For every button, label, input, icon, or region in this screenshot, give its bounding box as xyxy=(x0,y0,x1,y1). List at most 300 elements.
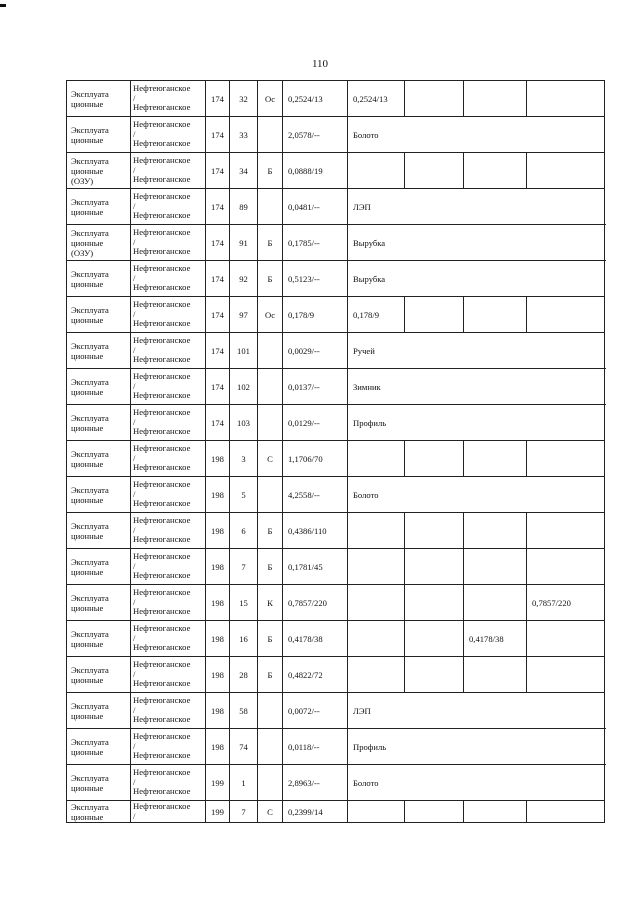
usage-type-cell xyxy=(67,729,131,765)
field-name-line: Нефтеюганское xyxy=(133,462,191,473)
usage-type-cell xyxy=(67,801,131,823)
field-name-line: Нефтеюганское xyxy=(133,786,191,797)
quarter-number-cell: 199 xyxy=(206,765,230,801)
field-name-line: / xyxy=(133,740,136,751)
category-cell xyxy=(258,369,283,405)
land-type-cell: Болото xyxy=(348,117,605,153)
land-type-cell: Болото xyxy=(348,765,605,801)
value-cell-c6 xyxy=(348,441,405,477)
value-cell-c8 xyxy=(464,441,527,477)
value-cell-c6 xyxy=(348,621,405,657)
quarter-number-cell: 198 xyxy=(206,477,230,513)
area-cell: 2,0578/-- xyxy=(283,117,348,153)
field-name-line: Нефтеюганское xyxy=(133,263,191,274)
field-name-cell xyxy=(131,801,206,823)
field-name-cell xyxy=(131,81,206,117)
field-name-line: Нефтеюганское xyxy=(133,318,191,329)
usage-type-cell xyxy=(67,153,131,189)
quarter-number-cell: 198 xyxy=(206,441,230,477)
table-row xyxy=(67,549,605,585)
field-name-line: Нефтеюганское xyxy=(133,498,191,509)
field-name-line: Нефтеюганское xyxy=(133,606,191,617)
usage-type-line: ционные xyxy=(71,638,104,649)
field-name-cell xyxy=(131,657,206,693)
field-name-line: Нефтеюганское xyxy=(133,246,191,257)
field-name-cell xyxy=(131,621,206,657)
usage-type-line: ционные xyxy=(71,602,104,613)
field-name-line: / xyxy=(133,272,136,283)
value-cell-c9 xyxy=(527,513,605,549)
usage-type-cell xyxy=(67,405,131,441)
value-cell-c6 xyxy=(348,549,405,585)
quarter-number-cell: 174 xyxy=(206,153,230,189)
table-row xyxy=(67,189,605,225)
usage-type-line: Эксплуата xyxy=(71,268,109,279)
quarter-number-cell: 198 xyxy=(206,693,230,729)
quarter-number-cell: 174 xyxy=(206,333,230,369)
land-type-cell: Ручей xyxy=(348,333,605,369)
plot-number-cell: 5 xyxy=(230,477,258,513)
usage-type-line: Эксплуата xyxy=(71,801,109,812)
table-row xyxy=(67,405,605,441)
field-name-line: / xyxy=(133,416,136,427)
usage-type-cell xyxy=(67,261,131,297)
field-name-cell xyxy=(131,765,206,801)
field-name-line: Нефтеюганское xyxy=(133,335,191,346)
land-type-cell: ЛЭП xyxy=(348,189,605,225)
area-cell: 4,2558/-- xyxy=(283,477,348,513)
field-name-line: Нефтеюганское xyxy=(133,83,191,94)
quarter-number-cell: 198 xyxy=(206,657,230,693)
table-row xyxy=(67,153,605,189)
field-name-cell xyxy=(131,333,206,369)
category-cell: Б xyxy=(258,657,283,693)
field-name-line: Нефтеюганское xyxy=(133,714,191,725)
category-cell: С xyxy=(258,801,283,823)
table-body xyxy=(67,81,605,823)
table-row xyxy=(67,729,605,765)
plot-number-cell: 92 xyxy=(230,261,258,297)
category-cell xyxy=(258,693,283,729)
usage-type-cell xyxy=(67,333,131,369)
value-cell-c7 xyxy=(405,81,464,117)
area-cell: 0,2399/14 xyxy=(283,801,348,823)
value-cell-c9: 0,7857/220 xyxy=(527,585,605,621)
field-name-line: / xyxy=(133,92,136,103)
category-cell xyxy=(258,189,283,225)
page-number: 110 xyxy=(311,58,329,70)
table-row xyxy=(67,117,605,153)
value-cell-c7 xyxy=(405,549,464,585)
usage-type-cell xyxy=(67,441,131,477)
value-cell-c7 xyxy=(405,513,464,549)
field-name-line: / xyxy=(133,452,136,463)
field-name-line: / xyxy=(133,668,136,679)
table-row xyxy=(67,765,605,801)
usage-type-line: Эксплуата xyxy=(71,227,109,238)
quarter-number-cell: 174 xyxy=(206,189,230,225)
table-row xyxy=(67,81,605,117)
field-name-line: / xyxy=(133,380,136,391)
area-cell: 0,4178/38 xyxy=(283,621,348,657)
quarter-number-cell: 198 xyxy=(206,621,230,657)
field-name-cell xyxy=(131,477,206,513)
land-type-cell: Профиль xyxy=(348,405,605,441)
usage-type-line: Эксплуата xyxy=(71,556,109,567)
area-cell: 0,0137/-- xyxy=(283,369,348,405)
field-name-cell xyxy=(131,261,206,297)
quarter-number-cell: 198 xyxy=(206,729,230,765)
field-name-line: Нефтеюганское xyxy=(133,102,191,113)
usage-type-line: ционные xyxy=(71,422,104,433)
value-cell-c6 xyxy=(348,585,405,621)
value-cell-c8 xyxy=(464,297,527,333)
field-name-line: Нефтеюганское xyxy=(133,801,191,811)
area-cell: 2,8963/-- xyxy=(283,765,348,801)
area-cell: 0,4822/72 xyxy=(283,657,348,693)
usage-type-line: Эксплуата xyxy=(71,196,109,207)
field-name-line: Нефтеюганское xyxy=(133,282,191,293)
field-name-cell xyxy=(131,225,206,261)
area-cell: 0,7857/220 xyxy=(283,585,348,621)
field-name-cell xyxy=(131,585,206,621)
value-cell-c8 xyxy=(464,801,527,823)
area-cell: 0,0888/19 xyxy=(283,153,348,189)
plot-number-cell: 103 xyxy=(230,405,258,441)
field-name-line: / xyxy=(133,632,136,643)
field-name-line: Нефтеюганское xyxy=(133,767,191,778)
category-cell: Б xyxy=(258,549,283,585)
field-name-line: Нефтеюганское xyxy=(133,750,191,761)
usage-type-line: Эксплуата xyxy=(71,88,109,99)
land-plots-table xyxy=(66,80,605,823)
usage-type-cell xyxy=(67,585,131,621)
field-name-line: / xyxy=(133,488,136,499)
plot-number-cell: 33 xyxy=(230,117,258,153)
plot-number-cell: 32 xyxy=(230,81,258,117)
area-cell: 0,0481/-- xyxy=(283,189,348,225)
area-cell: 0,4386/110 xyxy=(283,513,348,549)
area-cell: 0,1785/-- xyxy=(283,225,348,261)
field-name-line: Нефтеюганское xyxy=(133,551,191,562)
value-cell-c8 xyxy=(464,153,527,189)
field-name-line: / xyxy=(133,810,136,821)
usage-type-line: Эксплуата xyxy=(71,520,109,531)
plot-number-cell: 102 xyxy=(230,369,258,405)
usage-type-line: (ОЗУ) xyxy=(71,175,94,186)
area-cell: 0,0072/-- xyxy=(283,693,348,729)
value-cell-c9 xyxy=(527,549,605,585)
field-name-line: Нефтеюганское xyxy=(133,623,191,634)
usage-type-line: ционные xyxy=(71,566,104,577)
usage-type-line: ционные xyxy=(71,386,104,397)
value-cell-c6 xyxy=(348,513,405,549)
usage-type-line: Эксплуата xyxy=(71,376,109,387)
category-cell: Б xyxy=(258,261,283,297)
area-cell: 0,1781/45 xyxy=(283,549,348,585)
usage-type-cell xyxy=(67,513,131,549)
plot-number-cell: 3 xyxy=(230,441,258,477)
usage-type-cell xyxy=(67,657,131,693)
field-name-line: Нефтеюганское xyxy=(133,354,191,365)
value-cell-c6: 0,2524/13 xyxy=(348,81,405,117)
scan-corner-mark xyxy=(0,4,6,7)
field-name-cell xyxy=(131,729,206,765)
field-name-line: / xyxy=(133,344,136,355)
field-name-cell xyxy=(131,153,206,189)
field-name-line: / xyxy=(133,704,136,715)
area-cell: 0,0029/-- xyxy=(283,333,348,369)
usage-type-line: Эксплуата xyxy=(71,340,109,351)
field-name-line: Нефтеюганское xyxy=(133,138,191,149)
usage-type-cell xyxy=(67,621,131,657)
value-cell-c7 xyxy=(405,585,464,621)
plot-number-cell: 7 xyxy=(230,549,258,585)
field-name-cell xyxy=(131,117,206,153)
value-cell-c6 xyxy=(348,801,405,823)
field-name-line: Нефтеюганское xyxy=(133,155,191,166)
value-cell-c6 xyxy=(348,657,405,693)
plot-number-cell: 1 xyxy=(230,765,258,801)
field-name-line: Нефтеюганское xyxy=(133,570,191,581)
quarter-number-cell: 174 xyxy=(206,405,230,441)
land-type-cell: Болото xyxy=(348,477,605,513)
category-cell: С xyxy=(258,441,283,477)
land-type-cell: Профиль xyxy=(348,729,605,765)
usage-type-cell xyxy=(67,693,131,729)
usage-type-line: Эксплуата xyxy=(71,664,109,675)
usage-type-line: ционные xyxy=(71,782,104,793)
field-name-line: Нефтеюганское xyxy=(133,227,191,238)
plot-number-cell: 7 xyxy=(230,801,258,823)
field-name-line: / xyxy=(133,308,136,319)
category-cell xyxy=(258,477,283,513)
field-name-line: / xyxy=(133,596,136,607)
value-cell-c8 xyxy=(464,81,527,117)
field-name-cell xyxy=(131,369,206,405)
category-cell: Б xyxy=(258,225,283,261)
plot-number-cell: 58 xyxy=(230,693,258,729)
field-name-line: Нефтеюганское xyxy=(133,642,191,653)
plot-number-cell: 34 xyxy=(230,153,258,189)
field-name-line: / xyxy=(133,164,136,175)
value-cell-c6: 0,178/9 xyxy=(348,297,405,333)
value-cell-c9 xyxy=(527,441,605,477)
field-name-line: Нефтеюганское xyxy=(133,174,191,185)
value-cell-c9 xyxy=(527,81,605,117)
usage-type-line: ционные xyxy=(71,494,104,505)
usage-type-cell xyxy=(67,117,131,153)
plot-number-cell: 101 xyxy=(230,333,258,369)
area-cell: 0,178/9 xyxy=(283,297,348,333)
usage-type-cell xyxy=(67,189,131,225)
area-cell: 0,0118/-- xyxy=(283,729,348,765)
value-cell-c7 xyxy=(405,441,464,477)
usage-type-cell xyxy=(67,225,131,261)
field-name-line: Нефтеюганское xyxy=(133,479,191,490)
land-type-cell: Вырубка xyxy=(348,225,605,261)
category-cell: К xyxy=(258,585,283,621)
usage-type-line: ционные xyxy=(71,674,104,685)
field-name-cell xyxy=(131,297,206,333)
category-cell xyxy=(258,333,283,369)
quarter-number-cell: 174 xyxy=(206,261,230,297)
table-row xyxy=(67,333,605,369)
usage-type-line: Эксплуата xyxy=(71,304,109,315)
category-cell: Б xyxy=(258,153,283,189)
area-cell: 0,5123/-- xyxy=(283,261,348,297)
area-cell: 0,0129/-- xyxy=(283,405,348,441)
usage-type-line: Эксплуата xyxy=(71,124,109,135)
field-name-cell xyxy=(131,189,206,225)
usage-type-line: Эксплуата xyxy=(71,700,109,711)
table-row xyxy=(67,261,605,297)
value-cell-c8 xyxy=(464,585,527,621)
usage-type-cell xyxy=(67,549,131,585)
quarter-number-cell: 174 xyxy=(206,117,230,153)
field-name-cell xyxy=(131,693,206,729)
usage-type-line: Эксплуата xyxy=(71,628,109,639)
quarter-number-cell: 174 xyxy=(206,297,230,333)
value-cell-c9 xyxy=(527,801,605,823)
table-row xyxy=(67,657,605,693)
field-name-line: / xyxy=(133,236,136,247)
quarter-number-cell: 174 xyxy=(206,81,230,117)
quarter-number-cell: 174 xyxy=(206,369,230,405)
quarter-number-cell: 174 xyxy=(206,225,230,261)
usage-type-cell xyxy=(67,765,131,801)
table-row xyxy=(67,621,605,657)
field-name-line: Нефтеюганское xyxy=(133,534,191,545)
value-cell-c8 xyxy=(464,657,527,693)
field-name-line: Нефтеюганское xyxy=(133,426,191,437)
usage-type-line: ционные xyxy=(71,458,104,469)
table-row xyxy=(67,513,605,549)
usage-type-line: Эксплуата xyxy=(71,772,109,783)
usage-type-line: ционные xyxy=(71,206,104,217)
usage-type-cell xyxy=(67,477,131,513)
category-cell: Ос xyxy=(258,81,283,117)
value-cell-c9 xyxy=(527,621,605,657)
table-row xyxy=(67,441,605,477)
value-cell-c7 xyxy=(405,801,464,823)
plot-number-cell: 91 xyxy=(230,225,258,261)
field-name-line: Нефтеюганское xyxy=(133,407,191,418)
plot-number-cell: 89 xyxy=(230,189,258,225)
value-cell-c7 xyxy=(405,657,464,693)
field-name-line: Нефтеюганское xyxy=(133,299,191,310)
category-cell: Б xyxy=(258,513,283,549)
field-name-line: / xyxy=(133,524,136,535)
field-name-cell xyxy=(131,405,206,441)
value-cell-c7 xyxy=(405,153,464,189)
land-type-cell: ЛЭП xyxy=(348,693,605,729)
field-name-line: Нефтеюганское xyxy=(133,443,191,454)
category-cell xyxy=(258,729,283,765)
area-cell: 0,2524/13 xyxy=(283,81,348,117)
field-name-line: Нефтеюганское xyxy=(133,678,191,689)
usage-type-line: ционные xyxy=(71,811,104,822)
usage-type-line: (ОЗУ) xyxy=(71,247,94,258)
table-row xyxy=(67,225,605,261)
quarter-number-cell: 198 xyxy=(206,513,230,549)
quarter-number-cell: 198 xyxy=(206,585,230,621)
land-type-cell: Вырубка xyxy=(348,261,605,297)
value-cell-c8: 0,4178/38 xyxy=(464,621,527,657)
table-row xyxy=(67,297,605,333)
category-cell xyxy=(258,117,283,153)
usage-type-cell xyxy=(67,369,131,405)
usage-type-line: ционные xyxy=(71,98,104,109)
field-name-line: Нефтеюганское xyxy=(133,390,191,401)
value-cell-c9 xyxy=(527,153,605,189)
field-name-line: / xyxy=(133,776,136,787)
value-cell-c9 xyxy=(527,297,605,333)
field-name-line: Нефтеюганское xyxy=(133,659,191,670)
plot-number-cell: 74 xyxy=(230,729,258,765)
usage-type-cell xyxy=(67,81,131,117)
usage-type-line: Эксплуата xyxy=(71,412,109,423)
category-cell: Ос xyxy=(258,297,283,333)
plot-number-cell: 15 xyxy=(230,585,258,621)
value-cell-c6 xyxy=(348,153,405,189)
field-name-line: Нефтеюганское xyxy=(133,210,191,221)
area-cell: 1,1706/70 xyxy=(283,441,348,477)
usage-type-line: ционные xyxy=(71,237,104,248)
usage-type-line: Эксплуата xyxy=(71,155,109,166)
table-row xyxy=(67,693,605,729)
category-cell xyxy=(258,405,283,441)
value-cell-c7 xyxy=(405,621,464,657)
field-name-line: Нефтеюганское xyxy=(133,371,191,382)
field-name-cell xyxy=(131,513,206,549)
category-cell xyxy=(258,765,283,801)
table-row xyxy=(67,801,605,823)
usage-type-line: ционные xyxy=(71,710,104,721)
field-name-line: Нефтеюганское xyxy=(133,695,191,706)
plot-number-cell: 97 xyxy=(230,297,258,333)
land-type-cell: Зимник xyxy=(348,369,605,405)
field-name-line: Нефтеюганское xyxy=(133,587,191,598)
category-cell: Б xyxy=(258,621,283,657)
field-name-line: / xyxy=(133,128,136,139)
usage-type-line: ционные xyxy=(71,165,104,176)
field-name-cell xyxy=(131,441,206,477)
usage-type-line: Эксплуата xyxy=(71,736,109,747)
usage-type-line: ционные xyxy=(71,350,104,361)
usage-type-line: ционные xyxy=(71,314,104,325)
value-cell-c7 xyxy=(405,297,464,333)
quarter-number-cell: 199 xyxy=(206,801,230,823)
value-cell-c8 xyxy=(464,513,527,549)
value-cell-c9 xyxy=(527,657,605,693)
field-name-line: Нефтеюганское xyxy=(133,191,191,202)
quarter-number-cell: 198 xyxy=(206,549,230,585)
plot-number-cell: 6 xyxy=(230,513,258,549)
field-name-cell xyxy=(131,549,206,585)
usage-type-line: ционные xyxy=(71,278,104,289)
usage-type-cell xyxy=(67,297,131,333)
field-name-line: Нефтеюганское xyxy=(133,119,191,130)
field-name-line: / xyxy=(133,200,136,211)
field-name-line: / xyxy=(133,560,136,571)
usage-type-line: ционные xyxy=(71,530,104,541)
field-name-line: Нефтеюганское xyxy=(133,731,191,742)
field-name-line: Нефтеюганское xyxy=(133,515,191,526)
plot-number-cell: 16 xyxy=(230,621,258,657)
usage-type-line: ционные xyxy=(71,134,104,145)
plot-number-cell: 28 xyxy=(230,657,258,693)
